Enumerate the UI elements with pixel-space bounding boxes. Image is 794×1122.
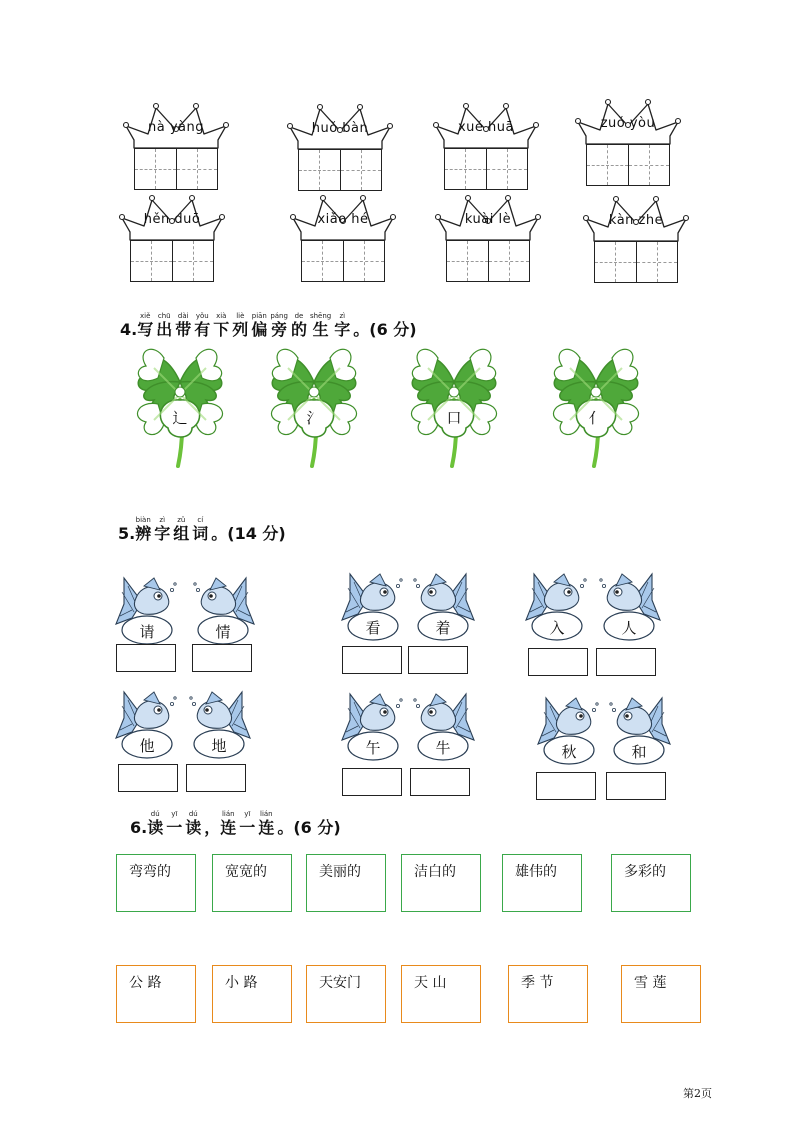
tianzi-grid[interactable] (301, 240, 385, 282)
heading-hanzi: 字 (154, 524, 171, 543)
fish-char: 和 (631, 743, 647, 761)
match-top-word[interactable]: 美丽的 (306, 854, 386, 912)
crown-2 (430, 100, 542, 196)
fish-char: 地 (211, 737, 227, 755)
heading-pinyin: biàn (135, 516, 151, 524)
tianzi-cell[interactable] (595, 242, 637, 282)
heading-pinyin: yī (244, 810, 251, 818)
section4-number: 4. (120, 320, 138, 339)
heading-hanzi: 偏 (251, 320, 268, 339)
heading-char (232, 312, 248, 340)
section6-number: 6. (130, 818, 148, 837)
heading-hanzi: 读 (185, 818, 202, 837)
answer-box[interactable] (408, 646, 468, 674)
match-bottom-word[interactable]: 天 山 (401, 965, 481, 1023)
heading-hanzi: 一 (239, 818, 256, 837)
heading-pinyin: lián (260, 810, 273, 818)
heading-char (251, 312, 267, 340)
section5-number: 5. (118, 524, 136, 543)
tianzi-cell[interactable] (445, 149, 487, 189)
clover-shape (540, 338, 652, 468)
heading-char (258, 810, 274, 838)
heading-pinyin: shēng (309, 312, 332, 320)
heading-hanzi: 一 (166, 818, 183, 837)
section5-heading (118, 516, 286, 544)
match-top-word[interactable]: 弯弯的 (116, 854, 196, 912)
fish-char: 他 (139, 737, 155, 755)
crown-pinyin: xiǎo hé (317, 212, 369, 227)
heading-char (147, 810, 163, 838)
tianzi-grid[interactable] (594, 241, 678, 283)
clover-2 (398, 338, 510, 468)
match-bottom-word[interactable]: 雪 莲 (621, 965, 701, 1023)
tianzi-grid[interactable] (444, 148, 528, 190)
fish-char: 午 (365, 739, 381, 757)
crown-1 (284, 101, 396, 197)
match-bottom-word[interactable]: 公 路 (116, 965, 196, 1023)
heading-hanzi: 辨 (135, 524, 152, 543)
heading-tail: 。(14 分) (211, 524, 286, 543)
answer-box[interactable] (536, 772, 596, 800)
heading-hanzi: 连 (258, 818, 275, 837)
crown-pinyin: kuài lè (464, 212, 512, 227)
tianzi-cell[interactable] (131, 241, 173, 281)
crown-3 (572, 96, 684, 192)
heading-pinyin: dú (150, 810, 160, 818)
heading-char (192, 516, 208, 544)
section6-heading (130, 810, 341, 838)
heading-hanzi: 写 (137, 320, 154, 339)
answer-box[interactable] (596, 648, 656, 676)
fish-card (340, 692, 406, 764)
tianzi-cell[interactable] (177, 149, 218, 189)
clover-shape (124, 338, 236, 468)
match-top-word[interactable]: 宽宽的 (212, 854, 292, 912)
crown-pinyin: xuě huā (457, 120, 514, 135)
heading-pinyin: chū (157, 312, 171, 320)
crown-pinyin: hěn duō (143, 212, 201, 227)
heading-pinyin: xiě (140, 312, 151, 320)
tianzi-cell[interactable] (587, 145, 629, 185)
heading-hanzi: 下 (213, 320, 230, 339)
fish-char: 入 (549, 619, 565, 637)
match-top-word[interactable]: 雄伟的 (502, 854, 582, 912)
answer-box[interactable] (116, 644, 176, 672)
fish-card (190, 576, 256, 648)
answer-box[interactable] (118, 764, 178, 792)
page-number: 第2页 (683, 1087, 712, 1100)
tianzi-cell[interactable] (341, 150, 382, 190)
heading-pinyin: xià (216, 312, 227, 320)
fish-card (606, 696, 672, 768)
tianzi-cell[interactable] (173, 241, 214, 281)
heading-char (156, 312, 172, 340)
heading-hanzi: 列 (232, 320, 249, 339)
answer-box[interactable] (342, 768, 402, 796)
fish-card (596, 572, 662, 644)
tianzi-cell[interactable] (487, 149, 528, 189)
crown-7 (580, 193, 692, 289)
fish-char: 请 (139, 623, 155, 641)
match-bottom-word[interactable]: 小 路 (212, 965, 292, 1023)
match-bottom-word[interactable]: 季 节 (508, 965, 588, 1023)
fish-char: 情 (215, 623, 231, 641)
tianzi-grid[interactable] (130, 240, 214, 282)
heading-hanzi: 连 (220, 818, 237, 837)
fish-card (340, 572, 406, 644)
tianzi-cell[interactable] (302, 241, 344, 281)
heading-tail: ， (204, 818, 221, 837)
heading-hanzi: 旁 (271, 320, 288, 339)
tianzi-cell[interactable] (489, 241, 530, 281)
answer-box[interactable] (192, 644, 252, 672)
heading-pinyin: zǔ (177, 516, 186, 524)
heading-tail: 。(6 分) (277, 818, 341, 837)
tianzi-cell[interactable] (135, 149, 177, 189)
heading-tail: 。(6 分) (353, 320, 417, 339)
heading-pinyin: cí (197, 516, 204, 524)
crown-pinyin: nà yàng (148, 120, 204, 135)
heading-char (239, 810, 255, 838)
answer-box[interactable] (186, 764, 246, 792)
heading-pinyin: dú (188, 810, 198, 818)
tianzi-cell[interactable] (629, 145, 670, 185)
fish-char: 看 (365, 619, 381, 637)
heading-pinyin: yī (171, 810, 178, 818)
heading-char (175, 312, 191, 340)
clover-shape (258, 338, 370, 468)
clover-radical: 亻 (588, 409, 604, 427)
heading-pinyin: zì (159, 516, 166, 524)
clover-radical: 辶 (172, 409, 188, 427)
fish-char: 人 (621, 619, 637, 637)
heading-hanzi: 有 (194, 320, 211, 339)
crown-5 (287, 192, 399, 288)
heading-hanzi: 字 (334, 320, 351, 339)
heading-hanzi: 读 (147, 818, 164, 837)
heading-hanzi: 出 (156, 320, 173, 339)
crown-pinyin: zuǒ yòu (600, 116, 656, 131)
tianzi-cell[interactable] (299, 150, 341, 190)
fish-card (536, 696, 602, 768)
heading-char (173, 516, 189, 544)
fish-char: 着 (435, 619, 451, 637)
heading-pinyin: liè (236, 312, 245, 320)
clover-0 (124, 338, 236, 468)
heading-pinyin: piān (251, 312, 267, 320)
tianzi-grid[interactable] (134, 148, 218, 190)
heading-pinyin: dài (177, 312, 189, 320)
clover-3 (540, 338, 652, 468)
heading-char (220, 810, 236, 838)
clover-1 (258, 338, 370, 468)
heading-hanzi: 带 (175, 320, 192, 339)
heading-char (154, 516, 170, 544)
heading-char (310, 312, 331, 340)
heading-char (135, 516, 151, 544)
fish-card (410, 692, 476, 764)
fish-card (186, 690, 252, 762)
section4-heading (120, 312, 417, 340)
crown-6 (432, 192, 544, 288)
heading-char (291, 312, 307, 340)
match-top-word[interactable]: 洁白的 (401, 854, 481, 912)
answer-box[interactable] (606, 772, 666, 800)
heading-hanzi: 的 (290, 320, 307, 339)
heading-pinyin: lián (221, 810, 235, 818)
tianzi-cell[interactable] (637, 242, 678, 282)
heading-char (270, 312, 288, 340)
clover-radical: 氵 (306, 409, 322, 427)
tianzi-grid[interactable] (298, 149, 382, 191)
heading-pinyin: de (294, 312, 304, 320)
fish-card (524, 572, 590, 644)
tianzi-cell[interactable] (344, 241, 385, 281)
answer-box[interactable] (342, 646, 402, 674)
heading-pinyin: yǒu (195, 312, 209, 320)
crown-0 (120, 100, 232, 196)
fish-card (114, 690, 180, 762)
heading-hanzi: 组 (173, 524, 190, 543)
match-top-word[interactable]: 多彩的 (611, 854, 691, 912)
fish-char: 牛 (435, 739, 451, 757)
match-bottom-word[interactable]: 天安门 (306, 965, 386, 1023)
clover-shape (398, 338, 510, 468)
crown-4 (116, 192, 228, 288)
heading-pinyin: páng (270, 312, 288, 320)
tianzi-cell[interactable] (447, 241, 489, 281)
heading-char (213, 312, 229, 340)
heading-hanzi: 生 (312, 320, 329, 339)
tianzi-grid[interactable] (446, 240, 530, 282)
fish-card (114, 576, 180, 648)
tianzi-grid[interactable] (586, 144, 670, 186)
answer-box[interactable] (410, 768, 470, 796)
heading-char (194, 312, 210, 340)
crown-pinyin: huǒ bàn (311, 121, 369, 136)
heading-char (137, 312, 153, 340)
clover-radical: 口 (446, 409, 462, 427)
heading-char (185, 810, 201, 838)
heading-hanzi: 词 (192, 524, 209, 543)
fish-char: 秋 (561, 743, 577, 761)
fish-card (410, 572, 476, 644)
heading-pinyin: zì (339, 312, 346, 320)
heading-char (334, 312, 350, 340)
answer-box[interactable] (528, 648, 588, 676)
crown-pinyin: kàn zhe (608, 213, 664, 228)
heading-char (166, 810, 182, 838)
